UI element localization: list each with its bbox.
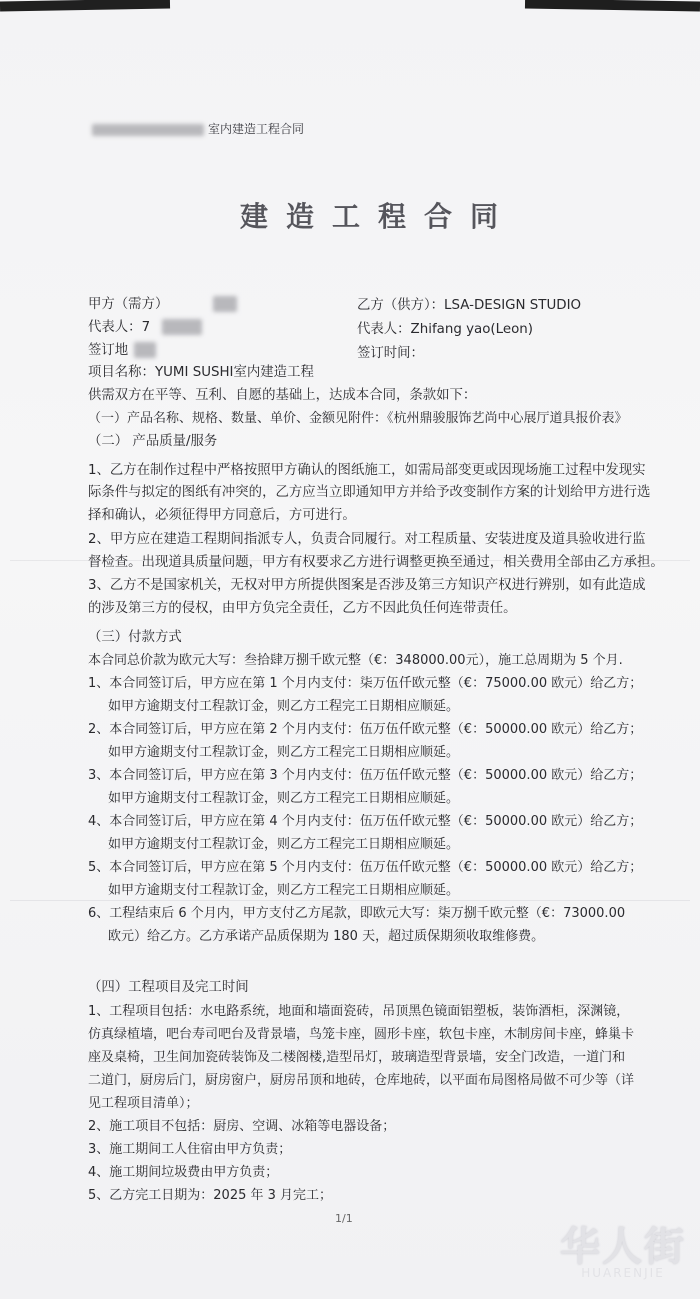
payment-line: 如甲方逾期支付工程款订金，则乙方工程完工日期相应顺延。 <box>108 837 460 852</box>
section-1-heading: （一）产品名称、规格、数量、单价、金额见附件：《杭州鼎骏服饰艺尚中心展厅道具报价表》 <box>88 411 628 426</box>
party-a-rep-row <box>88 319 202 336</box>
page-number: 1/1 <box>335 1212 353 1225</box>
quality-line: 择和确认，必须征得甲方同意后，方可进行。 <box>88 508 356 523</box>
payment-line: 2、本合同签订后，甲方应在第 2 个月内支付：伍万伍仟欧元整（€：50000.00 欧元）给乙方； <box>88 722 643 737</box>
redacted-place <box>134 342 156 358</box>
payment-line: 如甲方逾期支付工程款订金，则乙方工程完工日期相应顺延。 <box>108 699 460 714</box>
works-line: 仿真绿植墙，吧台寿司吧台及背景墙，鸟笼卡座，圆形卡座，软包卡座，木制房间卡座，蜂巢卡 <box>88 1027 635 1042</box>
works-line: 4、施工期间垃圾费由甲方负责； <box>88 1165 279 1180</box>
payment-line: 4、本合同签订后，甲方应在第 4 个月内支付：伍万伍仟欧元整（€：50000.00 欧元）给乙方； <box>88 814 643 829</box>
party-a-rep-label: 代表人： <box>88 320 142 335</box>
section-4-heading: （四）工程项目及完工时间 <box>88 980 249 995</box>
quality-line: 3、乙方不是国家机关，无权对甲方所提供图案是否涉及第三方知识产权进行辨别，如有此造成 <box>88 578 646 593</box>
quality-line: 2、甲方应在建造工程期间指派专人，负责合同履行。对工程质量、安装进度及道具验收进行监 <box>88 532 646 547</box>
tape-strip-left <box>0 0 170 11</box>
intro-text: 供需双方在平等、互利、自愿的基础上，达成本合同，条款如下： <box>88 388 477 403</box>
party-a-rep-partial: 7 <box>141 320 151 335</box>
payment-line: 6、工程结束后 6 个月内，甲方支付乙方尾款，即欧元大写：柒万捌千欧元整（€：73000.00 <box>88 906 626 921</box>
site-watermark <box>560 1215 686 1280</box>
works-line: 5、乙方完工日期为：2025 年 3 月完工； <box>88 1188 333 1203</box>
party-b-label: 乙方（供方）：LSA-DESIGN STUDIO <box>357 298 582 313</box>
payment-line: 如甲方逾期支付工程款订金，则乙方工程完工日期相应顺延。 <box>108 745 460 760</box>
redacted-name <box>92 124 204 136</box>
quality-line: 际条件与拟定的图纸有冲突的，乙方应当立即通知甲方并给予改变制作方案的计划给甲方进行选 <box>88 485 651 500</box>
payment-line: 5、本合同签订后，甲方应在第 5 个月内支付：伍万伍仟欧元整（€：50000.00 欧元）给乙方； <box>88 860 643 875</box>
document-header <box>92 120 304 137</box>
works-line: 1、工程项目包括：水电路系统，地面和墙面瓷砖，吊顶黑色镜面铝塑板，装饰酒柜，深渊镜， <box>88 1004 630 1019</box>
redacted-party-a <box>213 296 237 312</box>
works-line: 2、施工项目不包括：厨房、空调、冰箱等电器设备； <box>88 1119 396 1134</box>
quality-line: 1、乙方在制作过程中严格按照甲方确认的图纸施工，如需局部变更或因现场施工过程中发现实 <box>88 463 646 478</box>
paper-fold <box>10 900 690 901</box>
header-subtitle: 室内建造工程合同 <box>208 122 305 136</box>
section-2-heading: （二） 产品质量/服务 <box>88 434 218 449</box>
quality-line: 的涉及第三方的侵权，由甲方负完全责任，乙方不因此负任何连带责任。 <box>88 601 517 616</box>
watermark-logo-text: 华人街 <box>560 1224 686 1270</box>
document-title: 建造工程合同 <box>240 200 517 233</box>
payment-line: 本合同总价款为欧元大写：叁拾肆万捌千欧元整（€：348000.00元），施工总周期为 5 个月. <box>88 653 623 668</box>
sign-time-label: 签订时间： <box>357 346 424 361</box>
payment-line: 1、本合同签订后，甲方应在第 1 个月内支付：柒万伍仟欧元整（€：75000.00 欧元）给乙方； <box>88 676 643 691</box>
tape-strip-right <box>525 0 700 12</box>
works-line: 二道门，厨房后门，厨房窗户，厨房吊顶和地砖，仓库地砖，以平面布局图格局做不可少等（详 <box>88 1073 635 1088</box>
payment-line: 如甲方逾期支付工程款订金，则乙方工程完工日期相应顺延。 <box>108 791 460 806</box>
sign-place-row <box>88 342 156 359</box>
payment-line: 欧元）给乙方。乙方承诺产品质保期为 180 天，超过质保期须收取维修费。 <box>108 929 545 944</box>
party-b-rep: 代表人：Zhifang yao(Leon) <box>357 322 534 337</box>
section-3-heading: （三）付款方式 <box>88 630 182 645</box>
redacted-rep <box>162 319 202 335</box>
quality-line: 督检查。出现道具质量问题，甲方有权要求乙方进行调整更换至通过，相关费用全部由乙方承担。 <box>88 555 664 570</box>
party-a-label: 甲方（需方） <box>88 297 169 312</box>
works-line: 见工程项目清单）； <box>88 1096 199 1111</box>
payment-line: 如甲方逾期支付工程款订金，则乙方工程完工日期相应顺延。 <box>108 883 460 898</box>
works-line: 3、施工期间工人住宿由甲方负责； <box>88 1142 292 1157</box>
watermark-logo-en: HUARENJIE <box>581 1266 665 1280</box>
payment-line: 3、本合同签订后，甲方应在第 3 个月内支付：伍万伍仟欧元整（€：50000.00 欧元）给乙方； <box>88 768 643 783</box>
project-name: 项目名称：YUMI SUSHI室内建造工程 <box>88 365 314 380</box>
works-line: 座及桌椅，卫生间加瓷砖装饰及二楼阁楼,造型吊灯，玻璃造型背景墙，安全门改造，一道门和 <box>88 1050 626 1065</box>
sign-place-label: 签订地 <box>88 343 129 358</box>
party-a-row <box>88 296 237 313</box>
